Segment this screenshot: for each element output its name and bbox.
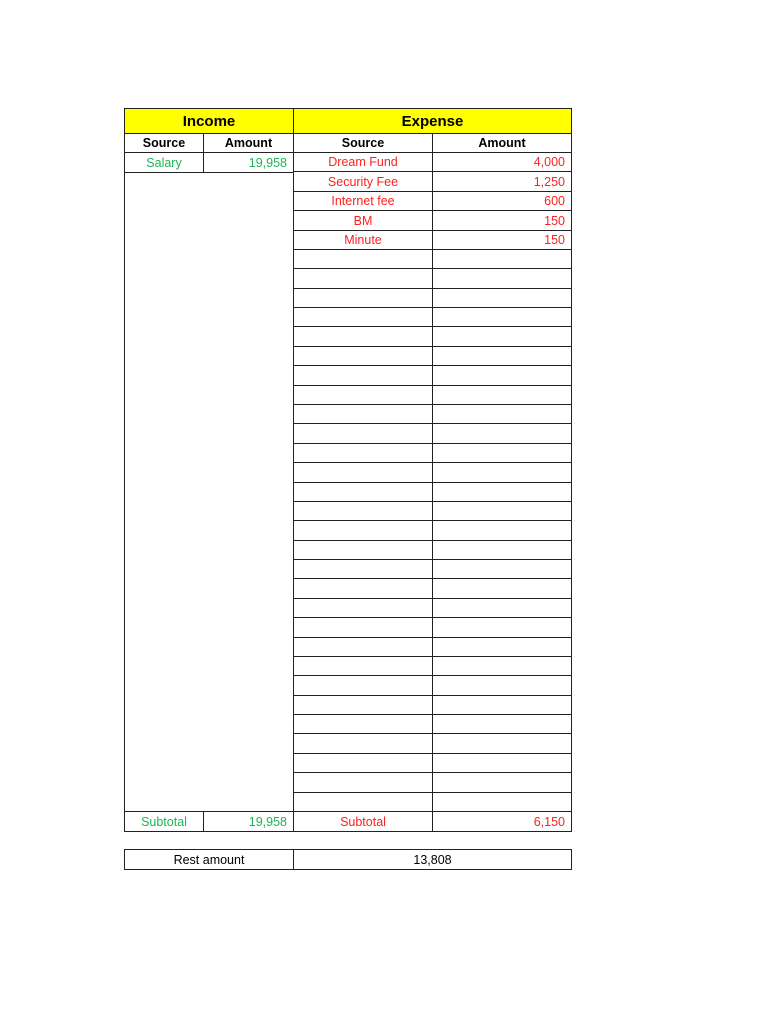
expense-amount-cell[interactable] bbox=[432, 423, 572, 444]
expense-amount-cell[interactable]: 1,250 bbox=[432, 171, 572, 192]
expense-amount-cell[interactable] bbox=[432, 288, 572, 308]
expense-source-cell[interactable]: Dream Fund bbox=[293, 152, 433, 172]
expense-source-cell[interactable] bbox=[293, 675, 433, 696]
expense-source-cell[interactable] bbox=[293, 423, 433, 444]
expense-amount-cell[interactable]: 150 bbox=[432, 210, 572, 231]
expense-source-cell[interactable] bbox=[293, 733, 433, 754]
income-empty-area[interactable] bbox=[124, 172, 294, 812]
expense-source-cell[interactable] bbox=[293, 404, 433, 424]
income-source-header[interactable]: Source bbox=[124, 133, 204, 153]
expense-amount-cell[interactable] bbox=[432, 404, 572, 424]
rest-amount-label[interactable]: Rest amount bbox=[124, 849, 294, 870]
expense-amount-cell[interactable] bbox=[432, 385, 572, 405]
expense-source-cell[interactable] bbox=[293, 520, 433, 541]
expense-header[interactable]: Expense bbox=[293, 108, 572, 134]
expense-amount-cell[interactable] bbox=[432, 598, 572, 618]
expense-amount-cell[interactable] bbox=[432, 307, 572, 327]
expense-source-cell[interactable] bbox=[293, 268, 433, 289]
expense-source-cell[interactable] bbox=[293, 288, 433, 308]
expense-amount-cell[interactable] bbox=[432, 733, 572, 754]
expense-amount-cell[interactable] bbox=[432, 695, 572, 715]
expense-amount-cell[interactable] bbox=[432, 365, 572, 386]
expense-amount-cell[interactable] bbox=[432, 520, 572, 541]
expense-amount-cell[interactable] bbox=[432, 772, 572, 793]
expense-amount-cell[interactable] bbox=[432, 792, 572, 812]
income-amount-cell[interactable]: 19,958 bbox=[203, 152, 294, 173]
expense-source-cell[interactable] bbox=[293, 695, 433, 715]
expense-amount-cell[interactable] bbox=[432, 578, 572, 599]
expense-source-cell[interactable] bbox=[293, 559, 433, 579]
expense-amount-cell[interactable] bbox=[432, 656, 572, 676]
expense-source-cell[interactable] bbox=[293, 249, 433, 269]
expense-amount-cell[interactable] bbox=[432, 637, 572, 657]
rest-amount-value[interactable]: 13,808 bbox=[293, 849, 572, 870]
expense-amount-cell[interactable] bbox=[432, 268, 572, 289]
expense-amount-cell[interactable] bbox=[432, 249, 572, 269]
expense-source-header[interactable]: Source bbox=[293, 133, 433, 153]
expense-amount-cell[interactable]: 150 bbox=[432, 230, 572, 250]
expense-amount-cell[interactable] bbox=[432, 559, 572, 579]
expense-source-cell[interactable] bbox=[293, 307, 433, 327]
expense-amount-cell[interactable] bbox=[432, 443, 572, 463]
expense-amount-cell[interactable] bbox=[432, 540, 572, 560]
expense-source-cell[interactable] bbox=[293, 326, 433, 347]
expense-source-cell[interactable] bbox=[293, 792, 433, 812]
expense-source-cell[interactable] bbox=[293, 753, 433, 773]
expense-source-cell[interactable] bbox=[293, 540, 433, 560]
expense-source-cell[interactable] bbox=[293, 443, 433, 463]
expense-source-cell[interactable] bbox=[293, 346, 433, 366]
income-subtotal-label[interactable]: Subtotal bbox=[124, 811, 204, 832]
expense-source-cell[interactable] bbox=[293, 617, 433, 638]
expense-amount-cell[interactable] bbox=[432, 753, 572, 773]
expense-source-cell[interactable] bbox=[293, 385, 433, 405]
expense-source-cell[interactable] bbox=[293, 365, 433, 386]
income-header[interactable]: Income bbox=[124, 108, 294, 134]
expense-source-cell[interactable] bbox=[293, 482, 433, 502]
expense-amount-cell[interactable] bbox=[432, 326, 572, 347]
expense-source-cell[interactable] bbox=[293, 714, 433, 734]
expense-source-cell[interactable] bbox=[293, 598, 433, 618]
expense-subtotal-value[interactable]: 6,150 bbox=[432, 811, 572, 832]
expense-amount-cell[interactable] bbox=[432, 714, 572, 734]
income-subtotal-value[interactable]: 19,958 bbox=[203, 811, 294, 832]
expense-subtotal-label[interactable]: Subtotal bbox=[293, 811, 433, 832]
expense-source-cell[interactable]: Internet fee bbox=[293, 191, 433, 211]
expense-amount-cell[interactable]: 600 bbox=[432, 191, 572, 211]
expense-amount-cell[interactable]: 4,000 bbox=[432, 152, 572, 172]
expense-amount-cell[interactable] bbox=[432, 501, 572, 521]
expense-source-cell[interactable]: Minute bbox=[293, 230, 433, 250]
expense-source-cell[interactable] bbox=[293, 578, 433, 599]
expense-amount-cell[interactable] bbox=[432, 617, 572, 638]
expense-source-cell[interactable] bbox=[293, 462, 433, 483]
expense-source-cell[interactable] bbox=[293, 637, 433, 657]
expense-amount-cell[interactable] bbox=[432, 675, 572, 696]
expense-source-cell[interactable] bbox=[293, 772, 433, 793]
expense-amount-cell[interactable] bbox=[432, 482, 572, 502]
income-source-cell[interactable]: Salary bbox=[124, 152, 204, 173]
expense-amount-cell[interactable] bbox=[432, 462, 572, 483]
expense-amount-header[interactable]: Amount bbox=[432, 133, 572, 153]
expense-source-cell[interactable]: Security Fee bbox=[293, 171, 433, 192]
expense-source-cell[interactable] bbox=[293, 656, 433, 676]
expense-source-cell[interactable]: BM bbox=[293, 210, 433, 231]
income-amount-header[interactable]: Amount bbox=[203, 133, 294, 153]
expense-amount-cell[interactable] bbox=[432, 346, 572, 366]
expense-source-cell[interactable] bbox=[293, 501, 433, 521]
